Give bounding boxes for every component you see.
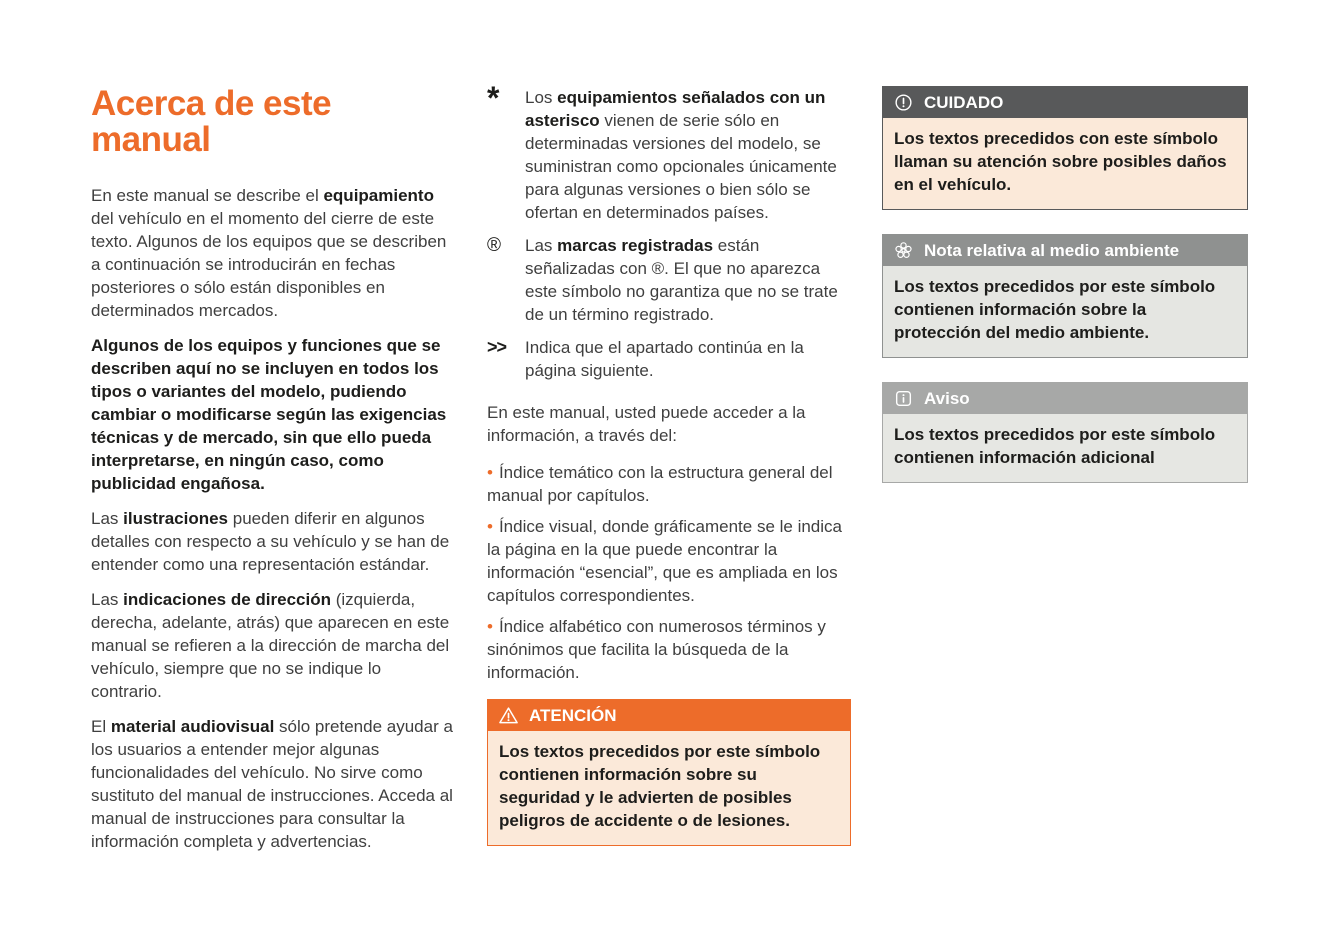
legend-item-asterisk [487, 80, 851, 224]
exclamation-circle-icon [893, 92, 914, 113]
list-item [487, 461, 851, 507]
aviso-box [882, 382, 1248, 483]
text-segment: Indica que el apartado continúa en la página siguiente. [525, 338, 804, 380]
text-segment: (izquierda, derecha, adelante, atrás) que aparecen en este manual se refieren a la dirección de marcha del vehículo, siempre que no se indique lo contrario. [91, 590, 450, 701]
right-column [882, 86, 1248, 945]
bullet-text: Índice visual, donde gráficamente se le indica la página en la que puede encontrar la información “esencial”, que es ampliada en los capítulos correspondientes. [487, 517, 842, 605]
legend-item-registered [487, 234, 851, 326]
text-segment: Algunos de los equipos y funciones que se describen aquí no se incluyen en todos los tipos o variantes del modelo, pudiendo cambiar o modificarse según las exigencias técnicas y de mercado, sin que ello pueda interpretarse, en ningún caso, como publicidad engañosa. [91, 336, 447, 493]
access-intro-paragraph: En este manual, usted puede acceder a la información, a través del: [487, 403, 806, 445]
warning-triangle-icon [498, 705, 519, 726]
legend-item-continuation [487, 336, 851, 382]
left-column [91, 86, 454, 945]
flower-icon [893, 240, 914, 261]
list-item [487, 615, 851, 684]
index-bullet-list [487, 461, 851, 684]
medio-ambiente-box-title: Nota relativa al medio ambiente [924, 240, 1180, 260]
page-title: Acerca de este manual [91, 84, 332, 159]
cuidado-box [882, 86, 1248, 210]
medio-ambiente-box-body: Los textos precedidos por este símbolo contienen información sobre la protección del medio ambiente. [883, 266, 1247, 357]
attention-box-title: ATENCIÓN [529, 705, 617, 725]
text-segment: indicaciones de dirección [123, 590, 331, 609]
text-segment: El [91, 717, 111, 736]
paragraph-equipamiento [91, 184, 454, 322]
bullet-icon: • [487, 517, 493, 536]
list-item [487, 515, 851, 607]
text-segment: ilustraciones [123, 509, 229, 528]
attention-box-body: Los textos precedidos por este símbolo contienen información sobre su seguridad y le advierten de posibles peligros de accidente o de lesiones. [488, 731, 850, 845]
text-segment: equipamiento [323, 186, 434, 205]
bullet-icon: • [487, 617, 493, 636]
text-segment: Las [91, 509, 124, 528]
text-segment: Las [91, 590, 124, 609]
text-segment: material audiovisual [110, 717, 275, 736]
attention-box-header [488, 700, 850, 731]
cuidado-box-header [883, 87, 1247, 118]
bullet-text: Índice temático con la estructura general del manual por capítulos. [487, 463, 833, 505]
attention-box [487, 699, 851, 846]
text-segment: Los [525, 88, 558, 107]
asterisk-symbol: * [487, 80, 500, 116]
cuidado-box-title: CUIDADO [924, 92, 1004, 112]
info-square-icon [893, 388, 914, 409]
text-segment: sólo pretende ayudar a los usuarios a entender mejor algunas funcionalidades del vehículo. No sirve como sustituto del manual de instrucciones. Acceda al manual de instrucciones para consultar la información completa y advertencias. [91, 717, 453, 851]
continues-next-page-symbol: >> [487, 337, 507, 357]
medio-ambiente-box-header [883, 235, 1247, 266]
medio-ambiente-box [882, 234, 1248, 358]
bullet-text: Índice alfabético con numerosos términos y sinónimos que facilita la búsqueda de la información. [487, 617, 826, 682]
bullet-icon: • [487, 463, 493, 482]
text-segment: están señalizadas con ®. El que no aparezca este símbolo no garantiza que no se trate de un término registrado. [525, 236, 838, 324]
paragraph-material-audiovisual [91, 715, 454, 853]
legend-text [525, 86, 851, 224]
text-segment: del vehículo en el momento del cierre de este texto. Algunos de los equipos que se describen a continuación se introducirán en fechas posteriores o sólo están disponibles en determinados mercados. [91, 209, 447, 320]
registered-trademark-symbol: ® [487, 235, 501, 256]
paragraph-disclaimer [91, 334, 454, 495]
text-segment: vienen de serie sólo en determinadas versiones del modelo, se suministran como opcionales únicamente para algunas versiones o bien sólo se ofertan en determinados países. [525, 111, 837, 222]
legend-text [525, 336, 851, 382]
cuidado-box-body: Los textos precedidos con este símbolo llaman su atención sobre posibles daños en el vehículo. [883, 118, 1247, 209]
text-segment: pueden diferir en algunos detalles con respecto a su vehículo y se han de entender como una representación estándar. [91, 509, 450, 574]
aviso-box-header [883, 383, 1247, 414]
text-segment: En este manual se describe el [91, 186, 324, 205]
paragraph-indicaciones [91, 588, 454, 703]
text-segment: Las [525, 236, 558, 255]
legend-text [525, 234, 851, 326]
text-segment: marcas registradas [557, 236, 714, 255]
text-segment: equipamientos señalados con un asterisco [525, 88, 826, 130]
aviso-box-body: Los textos precedidos por este símbolo contienen información adicional [883, 414, 1247, 482]
aviso-box-title: Aviso [924, 388, 970, 408]
middle-column [487, 80, 851, 945]
paragraph-ilustraciones [91, 507, 454, 576]
